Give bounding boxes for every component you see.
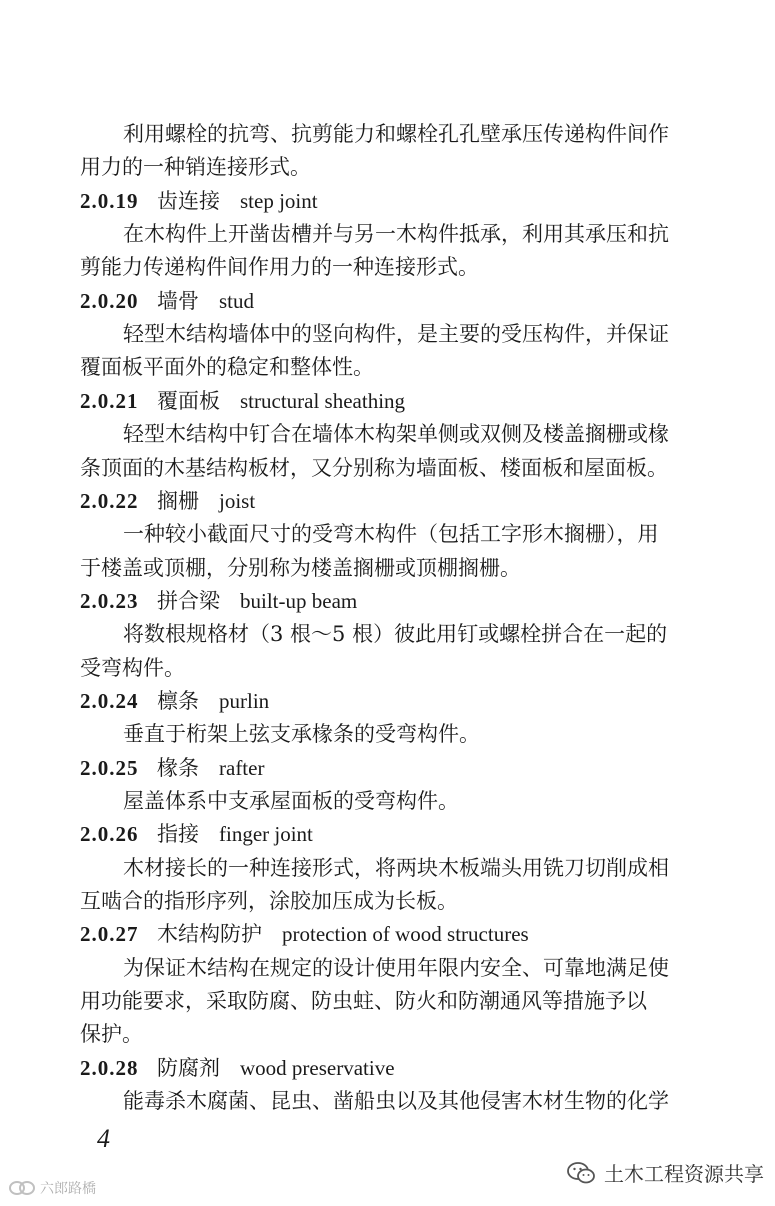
term-heading (80, 485, 710, 518)
definition-line: 轻型木结构墙体中的竖向构件，是主要的受压构件，并保证 (123, 322, 669, 346)
definition-continuation: 于楼盖或顶棚，分别称为楼盖搁栅或顶棚搁栅。 (80, 556, 521, 580)
definition-line: 垂直于桁架上弦支承椽条的受弯构件。 (123, 722, 480, 746)
definition-line: 一种较小截面尺寸的受弯木构件（包括工字形木搁栅），用 (123, 522, 659, 546)
term-english: stud (219, 289, 255, 313)
definition-line: 为保证木结构在规定的设计使用年限内安全、可靠地满足使 (123, 956, 669, 980)
term-heading (80, 285, 710, 318)
definition-continuation: 剪能力传递构件间作用力的一种连接形式。 (80, 255, 479, 279)
term-english: purlin (219, 689, 270, 713)
definition-continuation: 保护。 (80, 1022, 143, 1046)
definition-continuation: 用功能要求，采取防腐、防虫蛀、防火和防潮通风等措施予以 (80, 989, 647, 1013)
term-heading (80, 185, 710, 218)
term-chinese: 拼合梁 (157, 589, 220, 613)
term-english: structural sheathing (240, 389, 406, 413)
term-english: built-up beam (240, 589, 358, 613)
term-heading (80, 385, 710, 418)
term-english: rafter (219, 756, 265, 780)
term-number: 2.0.20 (80, 289, 139, 313)
term-chinese: 檩条 (157, 689, 199, 713)
definition-line: 在木构件上开凿齿槽并与另一木构件抵承，利用其承压和抗 (123, 222, 669, 246)
watermark-left (8, 1178, 96, 1198)
definition-line: 屋盖体系中支承屋面板的受弯构件。 (123, 789, 459, 813)
definition-line: 木材接长的一种连接形式，将两块木板端头用铣刀切削成相 (123, 856, 669, 880)
term-number: 2.0.28 (80, 1056, 139, 1080)
term-chinese: 墙骨 (157, 289, 199, 313)
term-number: 2.0.21 (80, 389, 139, 413)
term-chinese: 椽条 (157, 756, 199, 780)
term-english: protection of wood structures (282, 922, 529, 946)
term-number: 2.0.24 (80, 689, 139, 713)
term-heading (80, 752, 710, 785)
term-heading (80, 918, 710, 951)
term-english: joist (219, 489, 256, 513)
term-chinese: 搁栅 (157, 489, 199, 513)
term-heading (80, 818, 710, 851)
wechat-icon (566, 1161, 596, 1185)
term-number: 2.0.23 (80, 589, 139, 613)
definition-continuation: 条顶面的木基结构板材，又分别称为墙面板、楼面板和屋面板。 (80, 456, 668, 480)
definition-continuation: 互啮合的指形序列，涂胶加压成为长板。 (80, 889, 458, 913)
term-chinese: 木结构防护 (157, 922, 262, 946)
watermark-right-text: 土木工程资源共享 (604, 1162, 764, 1186)
definition-line: 能毒杀木腐菌、昆虫、凿船虫以及其他侵害木材生物的化学 (123, 1089, 669, 1113)
term-chinese: 防腐剂 (157, 1056, 220, 1080)
definition-continuation: 受弯构件。 (80, 656, 185, 680)
term-heading (80, 585, 710, 618)
term-chinese: 指接 (157, 822, 199, 846)
term-english: wood preservative (240, 1056, 395, 1080)
term-english: finger joint (219, 822, 313, 846)
watermark-right (566, 1158, 764, 1187)
term-chinese: 齿连接 (157, 189, 220, 213)
term-number: 2.0.19 (80, 189, 139, 213)
term-number: 2.0.22 (80, 489, 139, 513)
term-number: 2.0.25 (80, 756, 139, 780)
definition-continuation: 用力的一种销连接形式。 (80, 155, 311, 179)
page-number: 4 (97, 1124, 110, 1153)
definition-line: 利用螺栓的抗弯、抗剪能力和螺栓孔孔壁承压传递构件间作 (123, 122, 669, 146)
definition-line: 将数根规格材（3 根～5 根）彼此用钉或螺栓拼合在一起的 (123, 622, 668, 646)
definition-line: 轻型木结构中钉合在墙体木构架单侧或双侧及楼盖搁栅或椽 (123, 422, 669, 446)
term-english: step joint (240, 189, 318, 213)
term-chinese: 覆面板 (157, 389, 220, 413)
watermark-left-text: 六郎路橋 (40, 1181, 96, 1197)
ring-logo-icon (8, 1179, 36, 1197)
term-heading (80, 685, 710, 718)
term-number: 2.0.27 (80, 922, 139, 946)
term-heading (80, 1052, 710, 1085)
definition-continuation: 覆面板平面外的稳定和整体性。 (80, 355, 374, 379)
term-number: 2.0.26 (80, 822, 139, 846)
